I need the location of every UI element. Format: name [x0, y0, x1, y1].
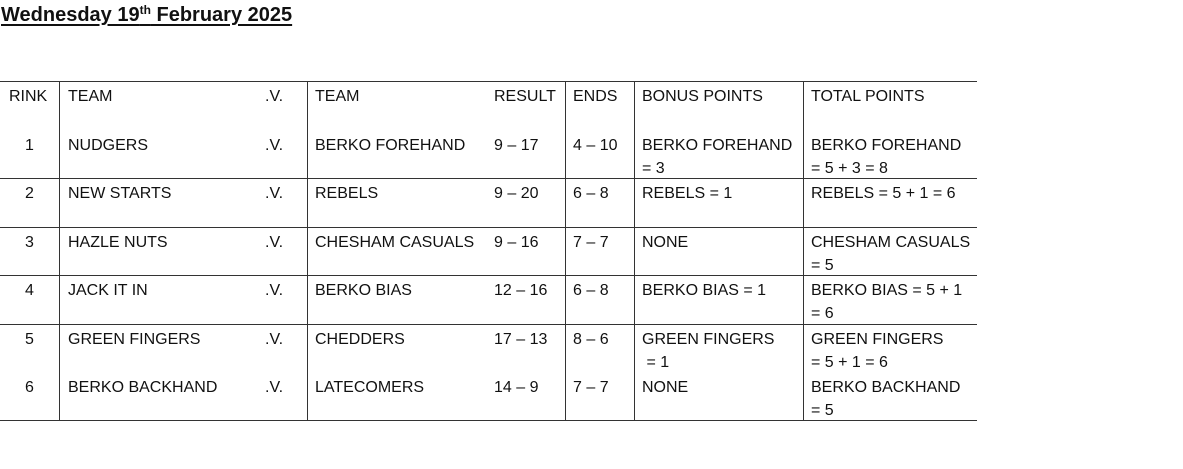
result: 9 – 16: [494, 233, 539, 251]
rink-number: 5: [25, 330, 34, 348]
versus: .V.: [265, 330, 284, 348]
total-points-line: = 5 + 1 = 6: [811, 353, 888, 371]
bonus-points: [642, 231, 688, 254]
bonus-points-line: BERKO BIAS = 1: [642, 282, 767, 299]
total-points-line: BERKO BACKHAND: [811, 379, 961, 396]
table-row: [0, 325, 977, 374]
away-team: REBELS: [315, 185, 379, 202]
table-row: [0, 179, 977, 228]
home-team: GREEN FINGERS: [68, 330, 201, 348]
bonus-points: [642, 182, 732, 205]
ends: 6 – 8: [573, 185, 609, 202]
bonus-points-line: BERKO FOREHAND: [642, 136, 793, 154]
total-points-line: CHESHAM CASUALS: [811, 233, 971, 251]
total-points-line: BERKO BIAS = 5 + 1: [811, 282, 963, 299]
total-points: [811, 376, 960, 422]
result: 14 – 9: [494, 379, 539, 396]
bonus-points: [642, 279, 766, 302]
total-points: [811, 231, 970, 277]
versus: .V.: [265, 282, 284, 299]
home-team: BERKO BACKHAND: [68, 379, 218, 396]
rink-number: 6: [25, 379, 34, 396]
title-date: Wednesday 19: [1, 4, 140, 26]
page-title: [1, 4, 292, 27]
header-total-points: TOTAL POINTS: [811, 88, 925, 105]
header-rink: RINK: [9, 88, 48, 105]
home-team: JACK IT IN: [68, 282, 148, 299]
rink-number: 2: [25, 185, 34, 202]
total-points: [811, 279, 962, 325]
ends: 4 – 10: [573, 136, 618, 154]
header-bonus-points: BONUS POINTS: [642, 88, 763, 105]
away-team: BERKO FOREHAND: [315, 136, 466, 154]
home-team: NUDGERS: [68, 136, 149, 154]
bonus-points-line: NONE: [642, 233, 689, 251]
result: 17 – 13: [494, 330, 548, 348]
home-team: HAZLE NUTS: [68, 233, 168, 251]
total-points-line: BERKO FOREHAND: [811, 136, 962, 154]
ends: 7 – 7: [573, 233, 609, 251]
away-team: LATECOMERS: [315, 379, 425, 396]
table-row: [0, 276, 977, 325]
table-row: [0, 228, 977, 277]
rink-number: 1: [25, 136, 34, 154]
title-ordinal-suffix: th: [139, 3, 151, 17]
table-header-row: [0, 82, 977, 131]
bonus-points-line: = 1: [642, 353, 670, 371]
bonus-points-line: = 3: [642, 159, 665, 177]
total-points-line: REBELS = 5 + 1 = 6: [811, 185, 956, 202]
total-points: [811, 182, 956, 205]
total-points-line: = 5 + 3 = 8: [811, 159, 888, 177]
ends: 6 – 8: [573, 282, 609, 299]
versus: .V.: [265, 233, 284, 251]
home-team: NEW STARTS: [68, 185, 172, 202]
header-team-home: TEAM: [68, 88, 113, 105]
ends: 8 – 6: [573, 330, 609, 348]
bonus-points-line: GREEN FINGERS: [642, 330, 775, 348]
results-table: [0, 81, 977, 421]
away-team: BERKO BIAS: [315, 282, 412, 299]
rink-number: 4: [25, 282, 34, 299]
header-ends: ENDS: [573, 88, 618, 105]
versus: .V.: [265, 185, 284, 202]
table-row: [0, 373, 977, 422]
total-points-line: = 5: [811, 402, 834, 419]
result: 9 – 20: [494, 185, 539, 202]
ends: 7 – 7: [573, 379, 609, 396]
header-team-away: TEAM: [315, 88, 360, 105]
away-team: CHESHAM CASUALS: [315, 233, 475, 251]
title-month-year: February 2025: [150, 4, 293, 26]
result: 12 – 16: [494, 282, 548, 299]
bonus-points-line: NONE: [642, 379, 689, 396]
result: 9 – 17: [494, 136, 539, 154]
header-versus: .V.: [265, 88, 284, 105]
total-points: [811, 134, 961, 180]
total-points-line: = 6: [811, 305, 834, 322]
total-points-line: = 5: [811, 256, 834, 274]
versus: .V.: [265, 136, 284, 154]
versus: .V.: [265, 379, 284, 396]
bonus-points: [642, 376, 688, 399]
total-points-line: GREEN FINGERS: [811, 330, 944, 348]
bonus-points: [642, 134, 792, 180]
total-points: [811, 328, 943, 374]
bonus-points: [642, 328, 774, 374]
rink-number: 3: [25, 233, 34, 251]
header-result: RESULT: [494, 88, 556, 105]
table-row: [0, 131, 977, 180]
away-team: CHEDDERS: [315, 330, 405, 348]
bonus-points-line: REBELS = 1: [642, 185, 733, 202]
